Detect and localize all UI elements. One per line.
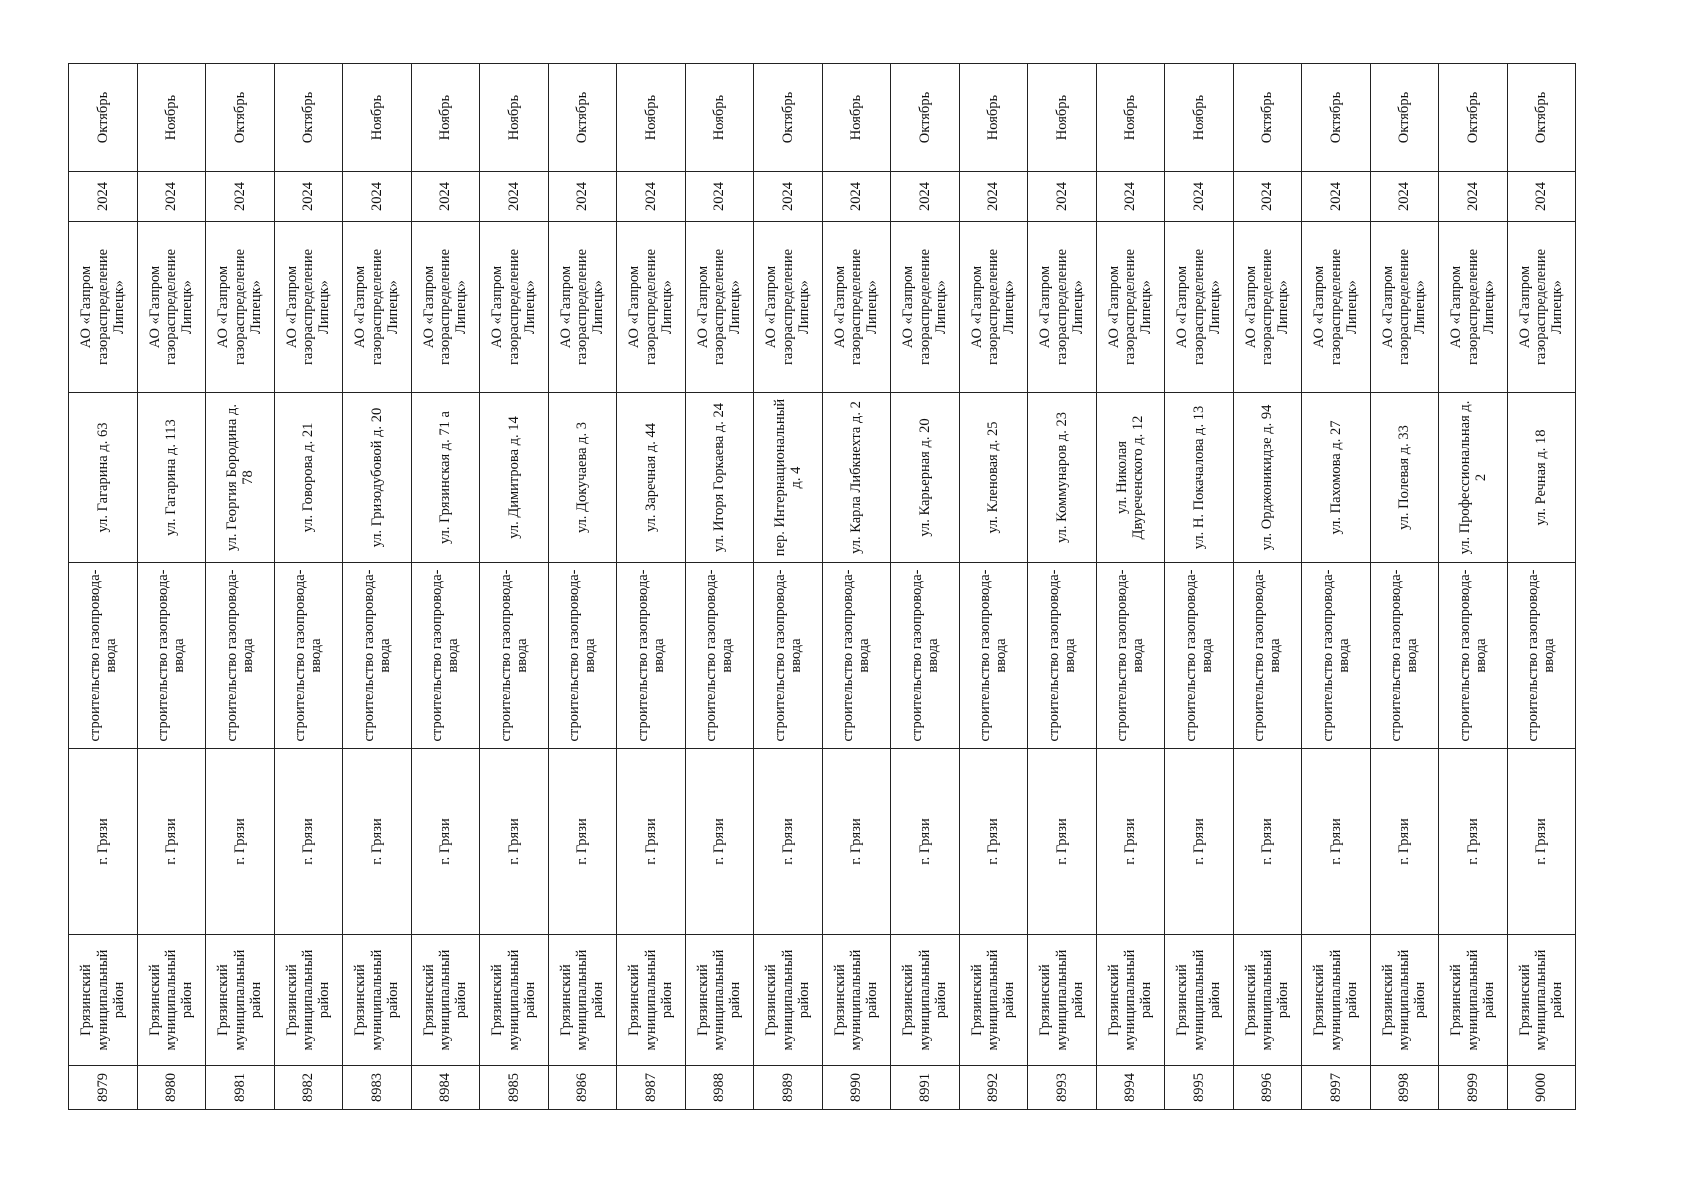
- row-number-cell: 8991: [891, 1066, 960, 1110]
- row-number-cell: 8981: [206, 1066, 275, 1110]
- organization-cell: АО «Газпром газораспределение Липецк»: [822, 222, 891, 393]
- row-number-cell: 8995: [1165, 1066, 1234, 1110]
- organization-cell: АО «Газпром газораспределение Липецк»: [959, 222, 1028, 393]
- year-cell: 2024: [137, 172, 206, 222]
- district-cell: Грязинский муниципальный район: [685, 935, 754, 1066]
- district-cell: Грязинский муниципальный район: [1165, 935, 1234, 1066]
- table-row: [1439, 64, 1508, 1110]
- registry-table-body: [69, 64, 1576, 1110]
- work-type-cell: строительство газопровода-ввода: [1096, 563, 1165, 749]
- table-row: [480, 64, 549, 1110]
- month-cell: Ноябрь: [959, 64, 1028, 172]
- city-cell: г. Грязи: [69, 749, 138, 935]
- work-type-cell: строительство газопровода-ввода: [685, 563, 754, 749]
- city-cell: г. Грязи: [754, 749, 823, 935]
- row-number-cell: 8986: [548, 1066, 617, 1110]
- table-row: [1096, 64, 1165, 1110]
- city-cell: г. Грязи: [1233, 749, 1302, 935]
- month-cell: Ноябрь: [137, 64, 206, 172]
- month-cell: Октябрь: [206, 64, 275, 172]
- year-cell: 2024: [822, 172, 891, 222]
- row-number-cell: 8989: [754, 1066, 823, 1110]
- work-type-cell: строительство газопровода-ввода: [206, 563, 275, 749]
- month-cell: Октябрь: [1507, 64, 1576, 172]
- year-cell: 2024: [274, 172, 343, 222]
- year-cell: 2024: [1028, 172, 1097, 222]
- district-cell: Грязинский муниципальный район: [1370, 935, 1439, 1066]
- city-cell: г. Грязи: [617, 749, 686, 935]
- work-type-cell: строительство газопровода-ввода: [274, 563, 343, 749]
- district-cell: Грязинский муниципальный район: [617, 935, 686, 1066]
- work-type-cell: строительство газопровода-ввода: [480, 563, 549, 749]
- month-cell: Ноябрь: [822, 64, 891, 172]
- year-cell: 2024: [959, 172, 1028, 222]
- address-cell: ул. Речная д. 18: [1507, 393, 1576, 563]
- month-cell: Октябрь: [1233, 64, 1302, 172]
- district-cell: Грязинский муниципальный район: [274, 935, 343, 1066]
- table-row: [822, 64, 891, 1110]
- district-cell: Грязинский муниципальный район: [411, 935, 480, 1066]
- table-row: [548, 64, 617, 1110]
- district-cell: Грязинский муниципальный район: [69, 935, 138, 1066]
- row-number-cell: 8997: [1302, 1066, 1371, 1110]
- organization-cell: АО «Газпром газораспределение Липецк»: [137, 222, 206, 393]
- district-cell: Грязинский муниципальный район: [1507, 935, 1576, 1066]
- table-row: [1302, 64, 1371, 1110]
- address-cell: пер. Интернациональный д. 4: [754, 393, 823, 563]
- address-cell: ул. Заречная д. 44: [617, 393, 686, 563]
- year-cell: 2024: [343, 172, 412, 222]
- table-row: [891, 64, 960, 1110]
- organization-cell: АО «Газпром газораспределение Липецк»: [1507, 222, 1576, 393]
- month-cell: Октябрь: [1302, 64, 1371, 172]
- work-type-cell: строительство газопровода-ввода: [1302, 563, 1371, 749]
- district-cell: Грязинский муниципальный район: [1233, 935, 1302, 1066]
- year-cell: 2024: [1302, 172, 1371, 222]
- month-cell: Октябрь: [1370, 64, 1439, 172]
- address-cell: ул. Карла Либкнехта д. 2: [822, 393, 891, 563]
- table-row: [1370, 64, 1439, 1110]
- row-number-cell: 8988: [685, 1066, 754, 1110]
- month-cell: Октябрь: [754, 64, 823, 172]
- month-cell: Октябрь: [274, 64, 343, 172]
- row-number-cell: 8985: [480, 1066, 549, 1110]
- address-cell: ул. Георгия Бородина д. 78: [206, 393, 275, 563]
- table-row: [1507, 64, 1576, 1110]
- year-cell: 2024: [411, 172, 480, 222]
- address-cell: ул. Гагарина д. 113: [137, 393, 206, 563]
- row-number-cell: 9000: [1507, 1066, 1576, 1110]
- district-cell: Грязинский муниципальный район: [548, 935, 617, 1066]
- organization-cell: АО «Газпром газораспределение Липецк»: [343, 222, 412, 393]
- work-type-cell: строительство газопровода-ввода: [411, 563, 480, 749]
- row-number-cell: 8996: [1233, 1066, 1302, 1110]
- address-cell: ул. Пахомова д. 27: [1302, 393, 1371, 563]
- organization-cell: АО «Газпром газораспределение Липецк»: [754, 222, 823, 393]
- year-cell: 2024: [754, 172, 823, 222]
- organization-cell: АО «Газпром газораспределение Липецк»: [891, 222, 960, 393]
- district-cell: Грязинский муниципальный район: [1439, 935, 1508, 1066]
- row-number-cell: 8979: [69, 1066, 138, 1110]
- year-cell: 2024: [685, 172, 754, 222]
- address-cell: ул. Говорова д. 21: [274, 393, 343, 563]
- work-type-cell: строительство газопровода-ввода: [1439, 563, 1508, 749]
- organization-cell: АО «Газпром газораспределение Липецк»: [1439, 222, 1508, 393]
- rotated-table-sheet: [68, 64, 1575, 1110]
- organization-cell: АО «Газпром газораспределение Липецк»: [1370, 222, 1439, 393]
- year-cell: 2024: [1439, 172, 1508, 222]
- district-cell: Грязинский муниципальный район: [480, 935, 549, 1066]
- city-cell: г. Грязи: [343, 749, 412, 935]
- row-number-cell: 8984: [411, 1066, 480, 1110]
- address-cell: ул. Гризодубовой д. 20: [343, 393, 412, 563]
- district-cell: Грязинский муниципальный район: [137, 935, 206, 1066]
- month-cell: Ноябрь: [1165, 64, 1234, 172]
- organization-cell: АО «Газпром газораспределение Липецк»: [1302, 222, 1371, 393]
- table-row: [1233, 64, 1302, 1110]
- month-cell: Ноябрь: [411, 64, 480, 172]
- district-cell: Грязинский муниципальный район: [343, 935, 412, 1066]
- city-cell: г. Грязи: [1165, 749, 1234, 935]
- year-cell: 2024: [617, 172, 686, 222]
- organization-cell: АО «Газпром газораспределение Липецк»: [685, 222, 754, 393]
- month-cell: Ноябрь: [1096, 64, 1165, 172]
- district-cell: Грязинский муниципальный район: [1096, 935, 1165, 1066]
- address-cell: ул. Н. Покачалова д. 13: [1165, 393, 1234, 563]
- work-type-cell: строительство газопровода-ввода: [891, 563, 960, 749]
- work-type-cell: строительство газопровода-ввода: [1370, 563, 1439, 749]
- year-cell: 2024: [891, 172, 960, 222]
- organization-cell: АО «Газпром газораспределение Липецк»: [411, 222, 480, 393]
- year-cell: 2024: [1096, 172, 1165, 222]
- work-type-cell: строительство газопровода-ввода: [137, 563, 206, 749]
- organization-cell: АО «Газпром газораспределение Липецк»: [69, 222, 138, 393]
- city-cell: г. Грязи: [1302, 749, 1371, 935]
- address-cell: ул. Грязинская д. 71 а: [411, 393, 480, 563]
- address-cell: ул. Кленовая д. 25: [959, 393, 1028, 563]
- city-cell: г. Грязи: [822, 749, 891, 935]
- year-cell: 2024: [69, 172, 138, 222]
- district-cell: Грязинский муниципальный район: [1028, 935, 1097, 1066]
- table-row: [343, 64, 412, 1110]
- organization-cell: АО «Газпром газораспределение Липецк»: [206, 222, 275, 393]
- district-cell: Грязинский муниципальный район: [959, 935, 1028, 1066]
- organization-cell: АО «Газпром газораспределение Липецк»: [1096, 222, 1165, 393]
- year-cell: 2024: [1233, 172, 1302, 222]
- address-cell: ул. Коммунаров д. 23: [1028, 393, 1097, 563]
- row-number-cell: 8987: [617, 1066, 686, 1110]
- organization-cell: АО «Газпром газораспределение Липецк»: [1165, 222, 1234, 393]
- city-cell: г. Грязи: [1370, 749, 1439, 935]
- year-cell: 2024: [480, 172, 549, 222]
- district-cell: Грязинский муниципальный район: [822, 935, 891, 1066]
- table-row: [411, 64, 480, 1110]
- month-cell: Ноябрь: [480, 64, 549, 172]
- address-cell: ул. Игоря Горкаева д. 24: [685, 393, 754, 563]
- table-row: [617, 64, 686, 1110]
- work-type-cell: строительство газопровода-ввода: [69, 563, 138, 749]
- city-cell: г. Грязи: [1439, 749, 1508, 935]
- city-cell: г. Грязи: [411, 749, 480, 935]
- row-number-cell: 8999: [1439, 1066, 1508, 1110]
- address-cell: ул. Орджоникидзе д. 94: [1233, 393, 1302, 563]
- row-number-cell: 8998: [1370, 1066, 1439, 1110]
- work-type-cell: строительство газопровода-ввода: [822, 563, 891, 749]
- month-cell: Октябрь: [69, 64, 138, 172]
- row-number-cell: 8982: [274, 1066, 343, 1110]
- work-type-cell: строительство газопровода-ввода: [1233, 563, 1302, 749]
- address-cell: ул. Димитрова д. 14: [480, 393, 549, 563]
- address-cell: ул. Полевая д. 33: [1370, 393, 1439, 563]
- row-number-cell: 8980: [137, 1066, 206, 1110]
- row-number-cell: 8992: [959, 1066, 1028, 1110]
- city-cell: г. Грязи: [480, 749, 549, 935]
- city-cell: г. Грязи: [959, 749, 1028, 935]
- district-cell: Грязинский муниципальный район: [754, 935, 823, 1066]
- work-type-cell: строительство газопровода-ввода: [754, 563, 823, 749]
- work-type-cell: строительство газопровода-ввода: [548, 563, 617, 749]
- address-cell: ул. Докучаева д. 3: [548, 393, 617, 563]
- month-cell: Октябрь: [891, 64, 960, 172]
- table-row: [685, 64, 754, 1110]
- city-cell: г. Грязи: [1028, 749, 1097, 935]
- address-cell: ул. Гагарина д. 63: [69, 393, 138, 563]
- district-cell: Грязинский муниципальный район: [891, 935, 960, 1066]
- year-cell: 2024: [548, 172, 617, 222]
- year-cell: 2024: [206, 172, 275, 222]
- row-number-cell: 8990: [822, 1066, 891, 1110]
- work-type-cell: строительство газопровода-ввода: [1507, 563, 1576, 749]
- city-cell: г. Грязи: [137, 749, 206, 935]
- month-cell: Ноябрь: [343, 64, 412, 172]
- year-cell: 2024: [1507, 172, 1576, 222]
- row-number-cell: 8993: [1028, 1066, 1097, 1110]
- table-row: [1028, 64, 1097, 1110]
- organization-cell: АО «Газпром газораспределение Липецк»: [548, 222, 617, 393]
- table-row: [1165, 64, 1234, 1110]
- work-type-cell: строительство газопровода-ввода: [1165, 563, 1234, 749]
- row-number-cell: 8994: [1096, 1066, 1165, 1110]
- table-row: [137, 64, 206, 1110]
- work-type-cell: строительство газопровода-ввода: [617, 563, 686, 749]
- address-cell: ул. Николая Двуреченского д. 12: [1096, 393, 1165, 563]
- city-cell: г. Грязи: [274, 749, 343, 935]
- city-cell: г. Грязи: [206, 749, 275, 935]
- city-cell: г. Грязи: [685, 749, 754, 935]
- organization-cell: АО «Газпром газораспределение Липецк»: [1028, 222, 1097, 393]
- city-cell: г. Грязи: [548, 749, 617, 935]
- month-cell: Ноябрь: [1028, 64, 1097, 172]
- district-cell: Грязинский муниципальный район: [1302, 935, 1371, 1066]
- district-cell: Грязинский муниципальный район: [206, 935, 275, 1066]
- city-cell: г. Грязи: [1507, 749, 1576, 935]
- organization-cell: АО «Газпром газораспределение Липецк»: [274, 222, 343, 393]
- month-cell: Октябрь: [548, 64, 617, 172]
- year-cell: 2024: [1370, 172, 1439, 222]
- organization-cell: АО «Газпром газораспределение Липецк»: [480, 222, 549, 393]
- organization-cell: АО «Газпром газораспределение Липецк»: [617, 222, 686, 393]
- month-cell: Октябрь: [1439, 64, 1508, 172]
- gas-works-registry-table: [68, 63, 1576, 1110]
- city-cell: г. Грязи: [891, 749, 960, 935]
- row-number-cell: 8983: [343, 1066, 412, 1110]
- address-cell: ул. Профессиональная д. 2: [1439, 393, 1508, 563]
- table-row: [69, 64, 138, 1110]
- year-cell: 2024: [1165, 172, 1234, 222]
- table-row: [206, 64, 275, 1110]
- address-cell: ул. Карьерная д. 20: [891, 393, 960, 563]
- work-type-cell: строительство газопровода-ввода: [1028, 563, 1097, 749]
- organization-cell: АО «Газпром газораспределение Липецк»: [1233, 222, 1302, 393]
- month-cell: Ноябрь: [685, 64, 754, 172]
- table-row: [274, 64, 343, 1110]
- work-type-cell: строительство газопровода-ввода: [959, 563, 1028, 749]
- table-row: [959, 64, 1028, 1110]
- month-cell: Ноябрь: [617, 64, 686, 172]
- table-row: [754, 64, 823, 1110]
- city-cell: г. Грязи: [1096, 749, 1165, 935]
- work-type-cell: строительство газопровода-ввода: [343, 563, 412, 749]
